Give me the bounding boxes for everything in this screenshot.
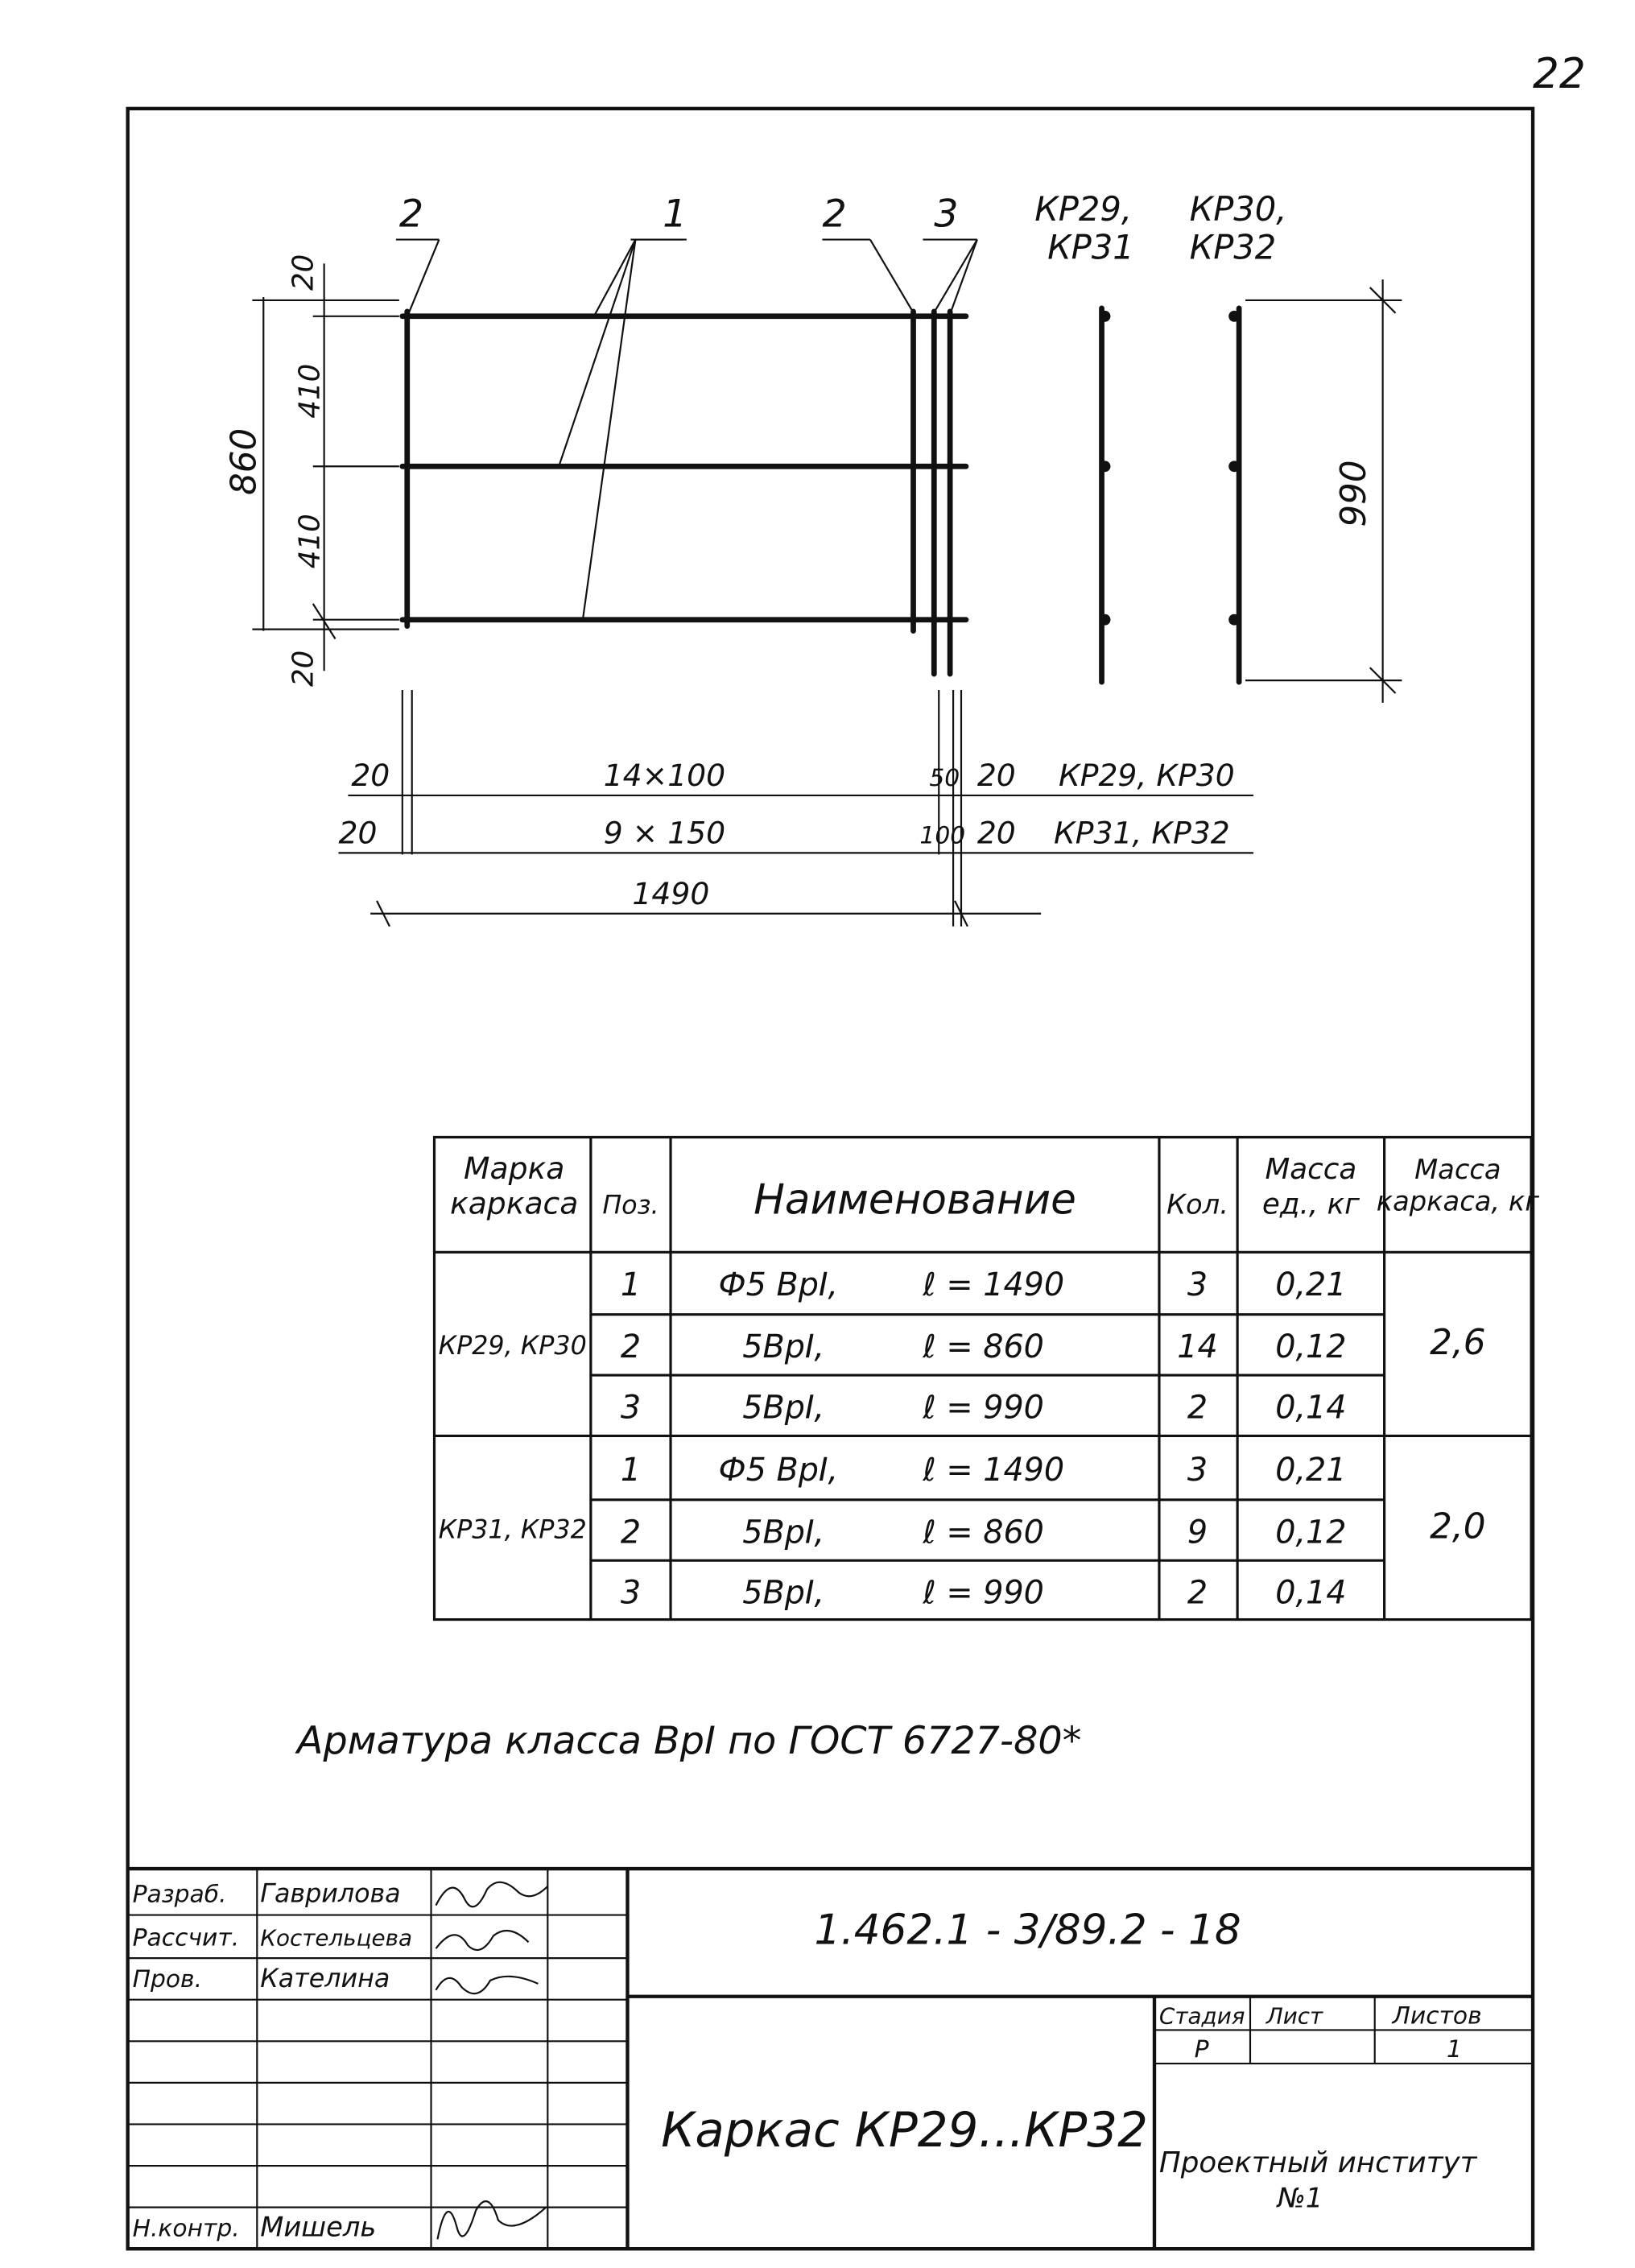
- horizontal-dimensions: [338, 690, 1253, 927]
- g1-r2-name: 5ВрI,: [742, 1328, 825, 1366]
- dim-total-length: 1490: [632, 875, 710, 911]
- header-qty: Кол.: [1166, 1188, 1228, 1221]
- g1-r3-qty: 2: [1187, 1389, 1208, 1427]
- stage-value: Р: [1194, 2035, 1209, 2064]
- side-view-left-label-2: КР31: [1047, 227, 1134, 267]
- group2-mark: КР31, КР32: [438, 1515, 587, 1545]
- g1-r1-qty: 3: [1187, 1266, 1208, 1303]
- g1-r2-qty: 14: [1177, 1328, 1218, 1366]
- signature-checked: [436, 1977, 538, 1993]
- g2-r3-length: ℓ = 990: [923, 1574, 1044, 1612]
- dim-bottom-edge: 20: [287, 650, 320, 688]
- name-calculated: Костельцева: [260, 1924, 412, 1952]
- side-view-left-label-1: КР29,: [1034, 188, 1133, 229]
- signature-calculated: [436, 1931, 528, 1950]
- g1-r3-name: 5ВрI,: [742, 1389, 825, 1427]
- sheets-header: Листов: [1392, 2002, 1482, 2030]
- header-unit-mass: Масса ед., кг: [1261, 1153, 1360, 1221]
- dim-upper-span: 410: [293, 363, 327, 419]
- role-norm-control: Н.контр.: [132, 2214, 240, 2243]
- g1-r2-pos: 2: [620, 1328, 642, 1366]
- g2-r3-pos: 3: [620, 1574, 642, 1612]
- role-developer: Разраб.: [132, 1880, 227, 1909]
- callout-pos2-right: 2: [822, 192, 847, 237]
- g2-r2-unit-mass: 0,12: [1275, 1514, 1347, 1551]
- name-norm-control: Мишель: [260, 2211, 377, 2243]
- signature-developer: [436, 1882, 547, 1907]
- g2-r3-name: 5ВрI,: [742, 1574, 825, 1612]
- group2-frame-mass: 2,0: [1430, 1506, 1486, 1547]
- header-pos: Поз.: [602, 1191, 659, 1221]
- row1-marks: КР29, КР30: [1058, 758, 1235, 794]
- header-mark: Марка каркаса: [449, 1151, 579, 1221]
- row2-left-dim: 20: [338, 815, 378, 851]
- header-frame-mass: Масса каркаса, кг: [1376, 1154, 1539, 1217]
- g1-r3-unit-mass: 0,14: [1275, 1389, 1347, 1427]
- group1-frame-mass: 2,6: [1430, 1323, 1486, 1364]
- name-checked: Кателина: [260, 1964, 390, 1993]
- g1-r1-name: Ф5 ВрI,: [718, 1266, 839, 1303]
- vertical-dimensions: [224, 254, 399, 687]
- organization-line1: Проектный институт: [1158, 2146, 1477, 2179]
- bar-section-dot: [1228, 614, 1240, 626]
- callout-pos1: 1: [663, 192, 687, 237]
- bar-section-dot: [1228, 311, 1240, 322]
- drawing-title: Каркас КР29...КР32: [661, 2103, 1148, 2159]
- bar-section-dot: [1100, 614, 1111, 626]
- callouts: [396, 192, 977, 620]
- g1-r1-pos: 1: [620, 1266, 642, 1303]
- g1-r3-pos: 3: [620, 1389, 642, 1427]
- sheet-header: Лист: [1265, 2002, 1323, 2030]
- g2-r1-name: Ф5 ВрI,: [718, 1451, 839, 1489]
- dim-lower-span: 410: [293, 514, 327, 569]
- bar-section-dot: [1228, 461, 1240, 472]
- spec-table: [434, 1137, 1539, 1619]
- name-developer: Гаврилова: [260, 1879, 401, 1909]
- group1-mark: КР29, КР30: [438, 1332, 587, 1361]
- g2-r1-length: ℓ = 1490: [923, 1451, 1065, 1489]
- row2-gap: 100: [919, 821, 966, 850]
- g1-r2-unit-mass: 0,12: [1275, 1328, 1347, 1366]
- frame-plan-view: [403, 312, 966, 674]
- g2-r2-qty: 9: [1187, 1514, 1208, 1551]
- stage-header: Стадия: [1158, 2002, 1245, 2030]
- bar-section-dot: [1100, 311, 1111, 322]
- organization-line2: №1: [1277, 2182, 1323, 2214]
- g2-r2-pos: 2: [620, 1514, 642, 1551]
- sheets-value: 1: [1446, 2035, 1462, 2064]
- g2-r1-pos: 1: [620, 1451, 642, 1489]
- role-checked: Пров.: [132, 1964, 203, 1993]
- dim-side-length: 990: [1333, 460, 1374, 527]
- g2-r3-unit-mass: 0,14: [1275, 1574, 1347, 1612]
- page-number: 22: [1533, 50, 1586, 99]
- row2-spacing: 9 × 150: [603, 815, 726, 851]
- row2-marks: КР31, КР32: [1054, 815, 1230, 851]
- row2-right-dim: 20: [976, 815, 1016, 851]
- side-view-right-label-1: КР30,: [1189, 188, 1287, 229]
- g1-r3-length: ℓ = 990: [923, 1389, 1044, 1427]
- row1-left-dim: 20: [351, 758, 390, 794]
- row1-gap: 50: [929, 764, 960, 793]
- header-name: Наименование: [754, 1175, 1076, 1225]
- side-views: [1034, 189, 1402, 703]
- reinforcement-note: Арматура класса ВрI по ГОСТ 6727-80*: [296, 1719, 1082, 1764]
- g2-r1-qty: 3: [1187, 1451, 1208, 1489]
- dim-total-height: 860: [224, 428, 265, 495]
- side-view-right-label-2: КР32: [1189, 227, 1277, 267]
- g1-r2-length: ℓ = 860: [923, 1328, 1044, 1366]
- callout-pos3: 3: [934, 192, 959, 237]
- g1-r1-length: ℓ = 1490: [923, 1266, 1065, 1303]
- g2-r2-name: 5ВрI,: [742, 1514, 825, 1551]
- title-block: [128, 1869, 1533, 2249]
- g2-r3-qty: 2: [1187, 1574, 1208, 1612]
- g2-r2-length: ℓ = 860: [923, 1514, 1044, 1551]
- bar-section-dot: [1100, 461, 1111, 472]
- role-calculated: Рассчит.: [132, 1923, 240, 1952]
- g2-r1-unit-mass: 0,21: [1275, 1451, 1347, 1489]
- callout-pos2-left: 2: [398, 192, 424, 237]
- document-code: 1.462.1 - 3/89.2 - 18: [814, 1906, 1241, 1955]
- g1-r1-unit-mass: 0,21: [1275, 1266, 1347, 1303]
- row1-right-dim: 20: [976, 758, 1016, 794]
- row1-spacing: 14×100: [603, 758, 726, 794]
- dim-top-edge: 20: [287, 254, 320, 291]
